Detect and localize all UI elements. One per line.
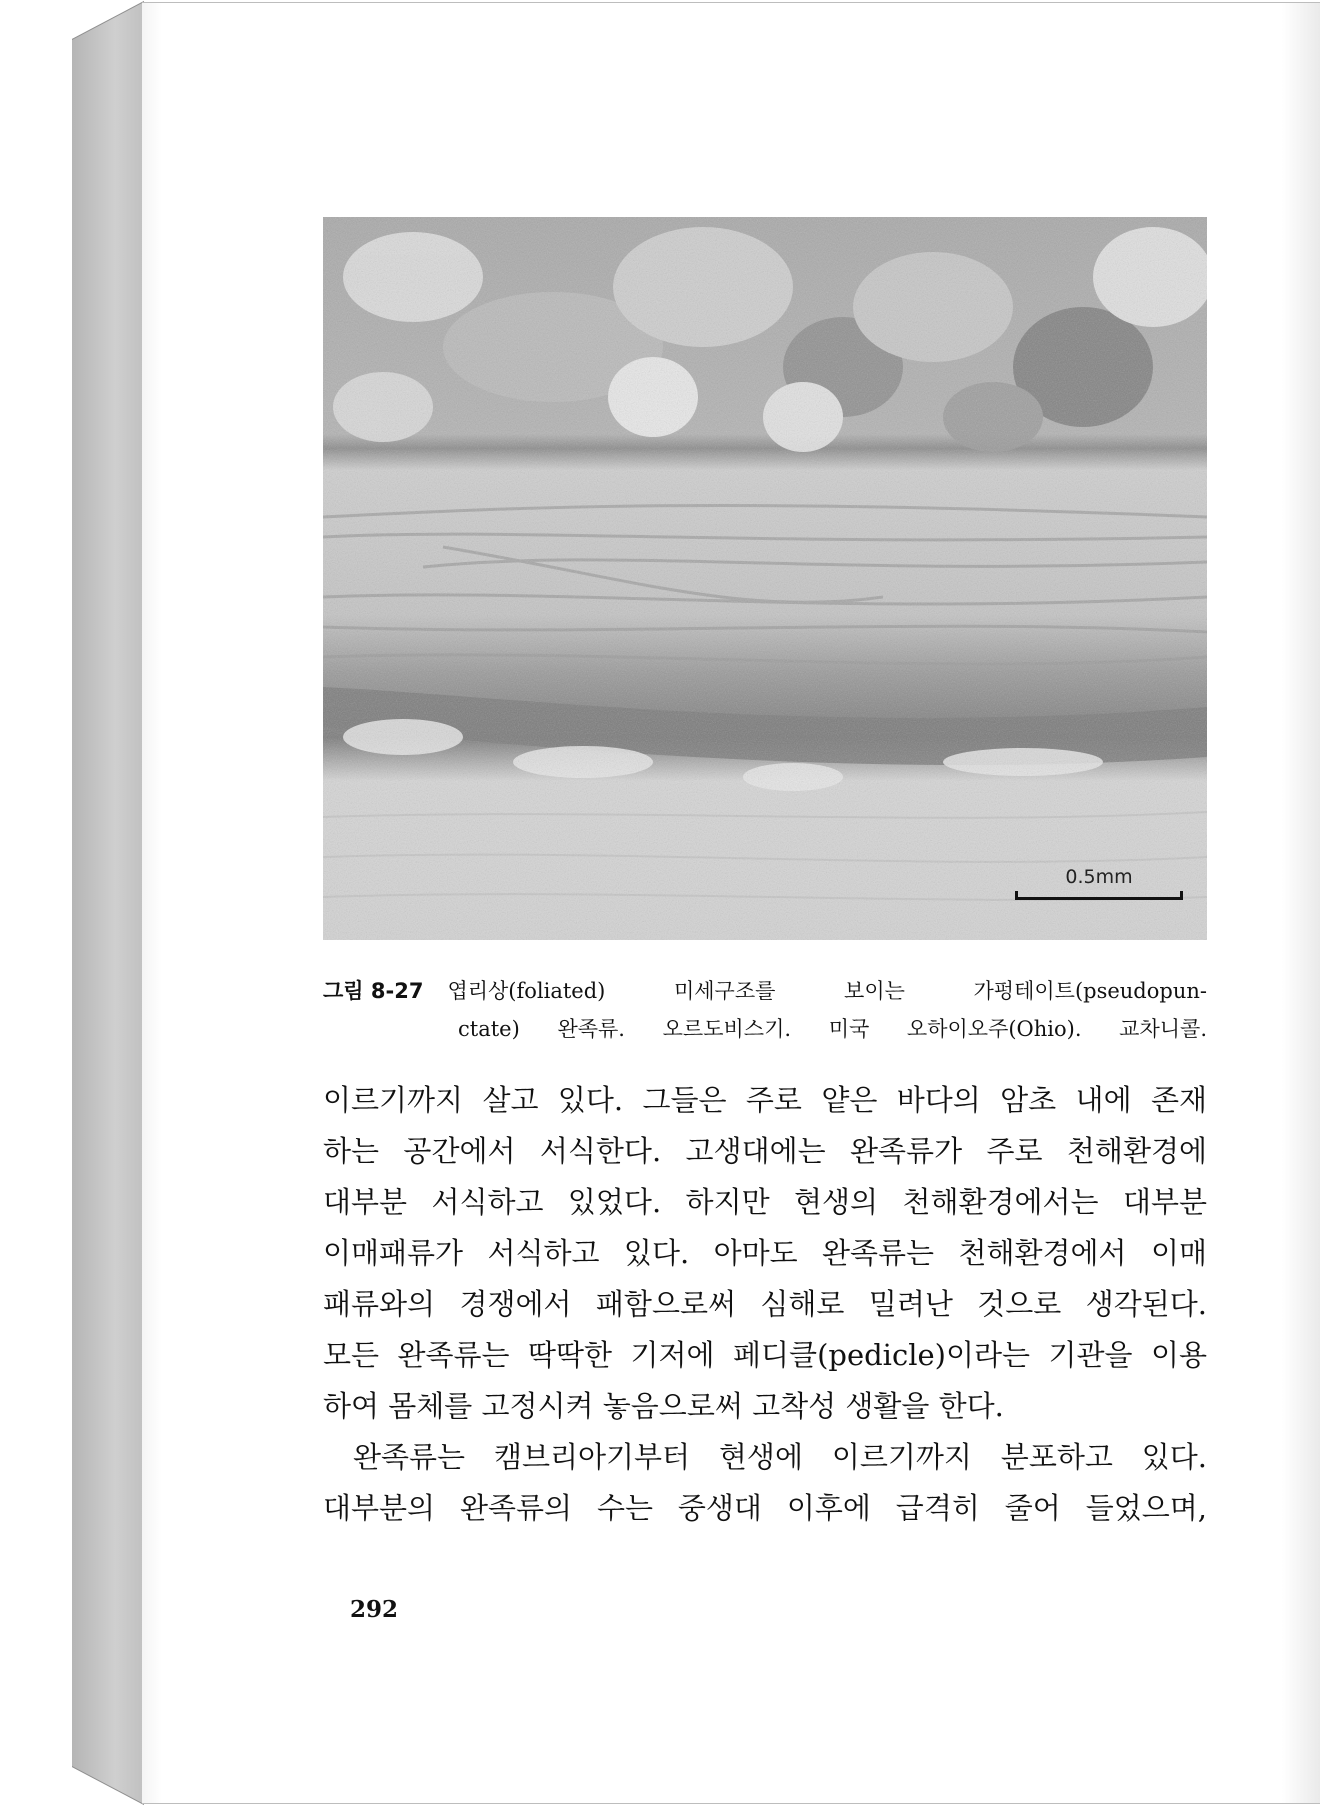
body-line (323, 1330, 1207, 1381)
figure-caption (323, 972, 1207, 1048)
body-line-text: 완족류는 캠브리아기부터 현생에 이르기까지 분포하고 있다. (353, 1440, 1207, 1474)
body-line (323, 1483, 1207, 1534)
body-line-text: 모든 완족류는 딱딱한 기저에 페디클(pedicle)이라는 기관을 이용 (323, 1338, 1207, 1372)
micrograph-image (323, 217, 1207, 940)
page-number: 292 (350, 1596, 399, 1623)
caption-line-2 (323, 1010, 1207, 1048)
scale-bar (1005, 864, 1193, 906)
scale-bar-label: 0.5mm (1065, 866, 1133, 888)
body-line (323, 1279, 1207, 1330)
body-line (323, 1432, 1207, 1483)
body-line (323, 1126, 1207, 1177)
body-line-text: 하는 공간에서 서식한다. 고생대에는 완족류가 주로 천해환경에 (323, 1134, 1207, 1168)
body-text (323, 1075, 1207, 1534)
body-line (323, 1177, 1207, 1228)
scale-bar-line (1015, 891, 1183, 900)
body-line (323, 1381, 1207, 1432)
caption-text-1: 엽리상(foliated) 미세구조를 보이는 가펑테이트(pseudopun- (447, 979, 1207, 1003)
body-line-text: 대부분 서식하고 있었다. 하지만 현생의 천해환경에서는 대부분 (323, 1185, 1207, 1219)
caption-line-1 (323, 972, 1207, 1010)
micrograph-photo (323, 217, 1207, 940)
body-line-text: 이매패류가 서식하고 있다. 아마도 완족류는 천해환경에서 이매 (323, 1236, 1207, 1270)
caption-text-2: ctate) 완족류. 오르도비스기. 미국 오하이오주(Ohio). 교차니콜. (458, 1017, 1207, 1041)
caption-label: 그림 8-27 (323, 979, 424, 1003)
body-line-text: 하여 몸체를 고정시켜 놓음으로써 고착성 생활을 한다. (323, 1389, 1004, 1423)
body-line-text: 대부분의 완족류의 수는 중생대 이후에 급격히 줄어 들었으며, (323, 1491, 1207, 1525)
body-line-text: 패류와의 경쟁에서 패함으로써 심해로 밀려난 것으로 생각된다. (323, 1287, 1207, 1321)
body-line (323, 1075, 1207, 1126)
body-line-text: 이르기까지 살고 있다. 그들은 주로 얕은 바다의 암초 내에 존재 (323, 1083, 1207, 1117)
body-line (323, 1228, 1207, 1279)
book-spine (72, 0, 144, 1806)
